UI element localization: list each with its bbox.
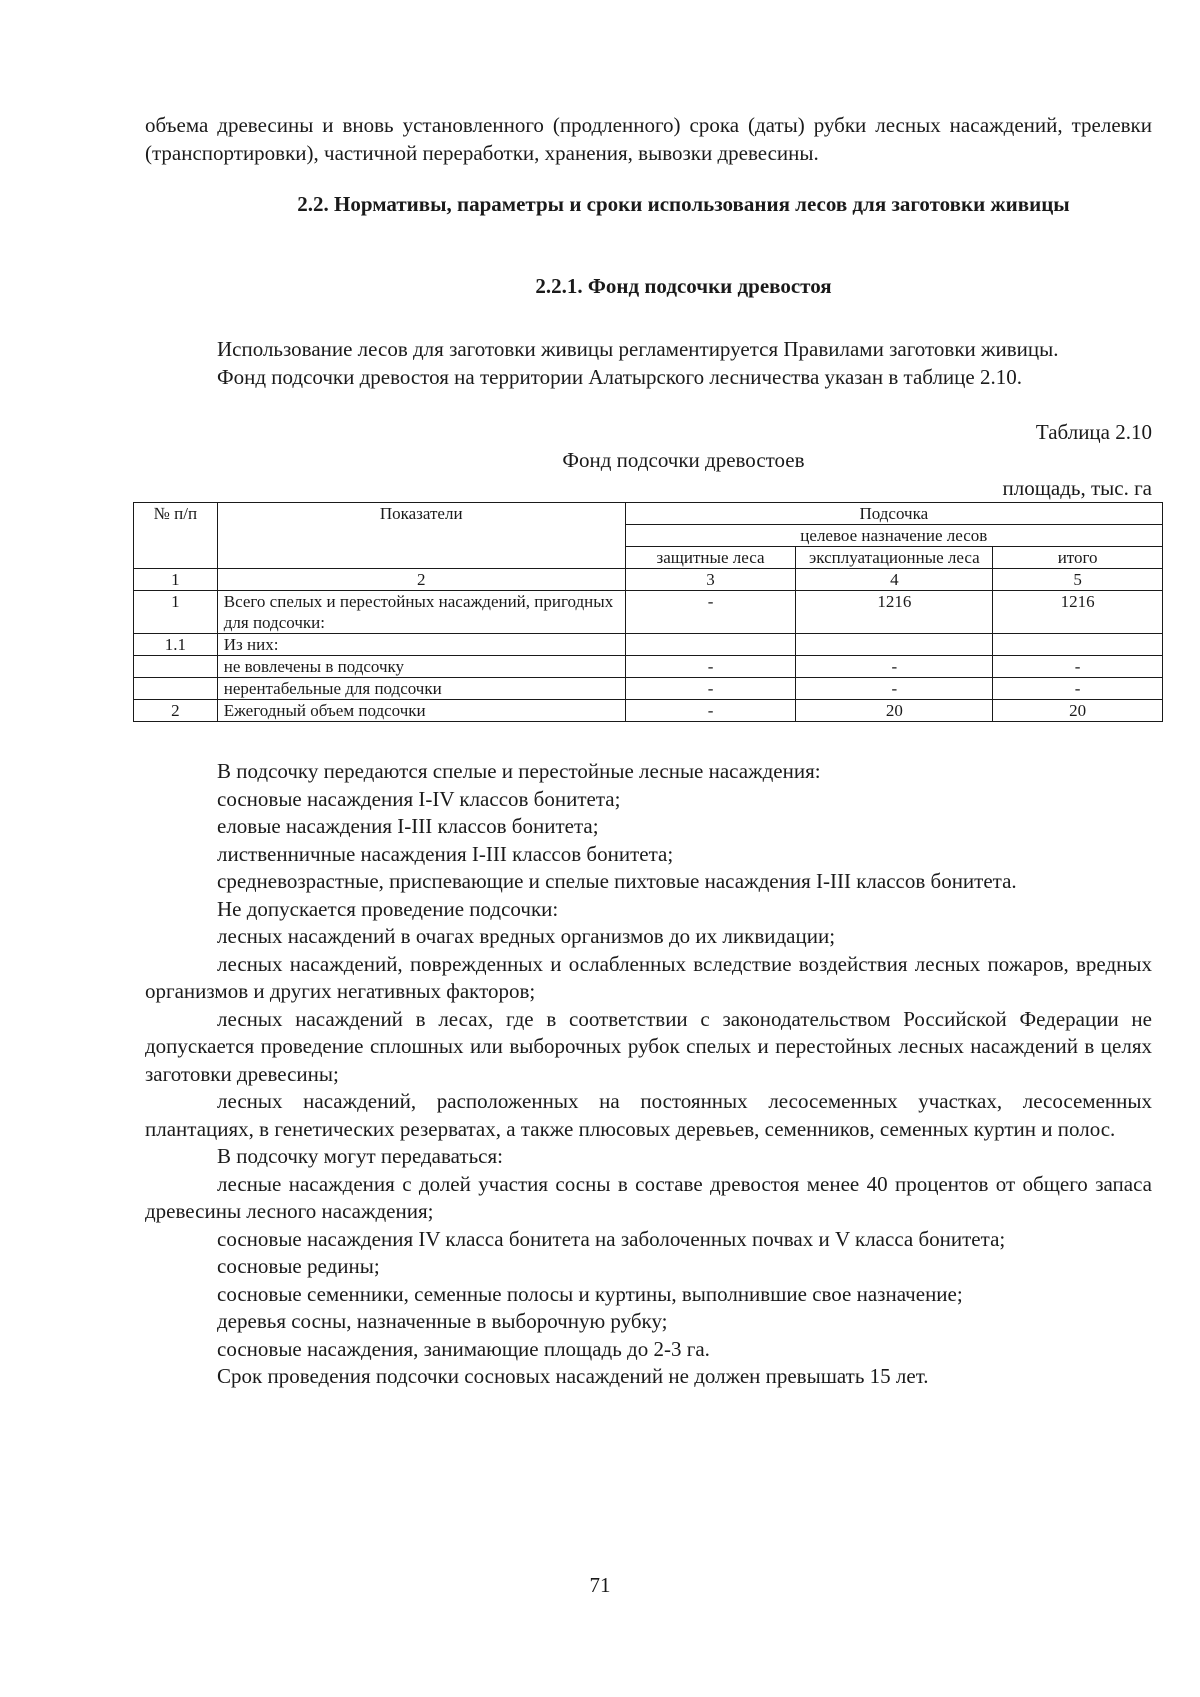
row-value-total: - xyxy=(993,678,1163,700)
header-cell-number: № п/п xyxy=(134,503,218,569)
row-label: нерентабельные для подсочки xyxy=(217,678,625,700)
table-row xyxy=(134,678,1163,700)
table-number-row xyxy=(134,569,1163,591)
row-value-protective: - xyxy=(625,678,796,700)
table-title: Фонд подсочки древостоев xyxy=(562,448,805,472)
paragraph-fund: Фонд подсочки древостоя на территории Алатырского лесничества указан в таблице 2.10. xyxy=(217,364,1022,389)
row-label: Всего спелых и перестойных насаждений, пригодных для подсочки: xyxy=(217,591,625,634)
column-number: 3 xyxy=(625,569,796,591)
row-label: не вовлечены в подсочку xyxy=(217,656,625,678)
intro-paragraph: объема древесины и вновь установленного (продленного) срока (даты) рубки лесных насаждений, трелевки (транспортировки), частичной переработки, хранения, вывозки древесины. xyxy=(145,113,1152,165)
row-number xyxy=(134,678,218,700)
header-cell-total: итого xyxy=(993,547,1163,569)
row-value-total xyxy=(993,634,1163,656)
row-value-exploitation xyxy=(796,634,993,656)
body-paragraph: сосновые редины; xyxy=(217,1254,380,1278)
body-paragraph: сосновые семенники, семенные полосы и куртины, выполнившие свое назначение; xyxy=(217,1281,963,1306)
body-paragraph: лесные насаждения с долей участия сосны в составе древостоя менее 40 процентов от общего запаса древесины лесного насаждения; xyxy=(145,1171,1152,1223)
column-number: 5 xyxy=(993,569,1163,591)
body-paragraph: сосновые насаждения, занимающие площадь до 2-3 га. xyxy=(217,1336,710,1361)
header-cell-indicators: Показатели xyxy=(217,503,625,569)
page-number: 71 xyxy=(589,1573,611,1597)
row-number: 2 xyxy=(134,700,218,722)
body-paragraph: Не допускается проведение подсочки: xyxy=(217,896,559,921)
tapping-fund-table xyxy=(133,502,1163,722)
row-number: 1.1 xyxy=(134,634,218,656)
row-label: Из них: xyxy=(217,634,625,656)
body-paragraph: лесных насаждений в лесах, где в соответствии с законодательством Российской Федерации не допускается проведение сплошных или выборочных рубок спелых и перестойных лесных насаждений в целях заготовки древесины; xyxy=(145,1006,1152,1086)
body-paragraph: В подсочку передаются спелые и перестойные лесные насаждения: xyxy=(217,759,821,783)
row-value-total: 1216 xyxy=(993,591,1163,634)
header-cell-tapping: Подсочка xyxy=(625,503,1162,525)
table-row xyxy=(134,656,1163,678)
table-number: Таблица 2.10 xyxy=(1035,420,1152,444)
row-value-protective: - xyxy=(625,700,796,722)
body-paragraph: средневозрастные, приспевающие и спелые пихтовые насаждения I-III классов бонитета. xyxy=(217,869,1017,893)
header-cell-purpose: целевое назначение лесов xyxy=(625,525,1162,547)
section-heading: 2.2. Нормативы, параметры и сроки использования лесов для заготовки живицы xyxy=(297,192,1070,216)
column-number: 1 xyxy=(134,569,218,591)
table-header-row xyxy=(134,503,1163,525)
subsection-heading: 2.2.1. Фонд подсочки древостоя xyxy=(535,274,832,298)
table-row xyxy=(134,700,1163,722)
paragraph-usage: Использование лесов для заготовки живицы регламентируется Правилами заготовки живицы. xyxy=(217,337,1059,361)
body-paragraph: лесных насаждений в очагах вредных организмов до их ликвидации; xyxy=(217,924,836,948)
row-value-protective xyxy=(625,634,796,656)
table-row xyxy=(134,591,1163,634)
row-value-protective: - xyxy=(625,656,796,678)
body-paragraph: деревья сосны, назначенные в выборочную рубку; xyxy=(217,1309,668,1333)
row-label: Ежегодный объем подсочки xyxy=(217,700,625,722)
column-number: 4 xyxy=(796,569,993,591)
row-number: 1 xyxy=(134,591,218,634)
row-number xyxy=(134,656,218,678)
table-row xyxy=(134,634,1163,656)
page-content xyxy=(145,112,1152,1391)
column-number: 2 xyxy=(217,569,625,591)
row-value-exploitation: 1216 xyxy=(796,591,993,634)
body-paragraph: лесных насаждений, расположенных на постоянных лесосеменных участках, лесосеменных плантациях, в генетических резерватах, а также плюсовых деревьев, семенников, семенных куртин и полос. xyxy=(145,1089,1152,1141)
row-value-protective: - xyxy=(625,591,796,634)
row-value-total: - xyxy=(993,656,1163,678)
body-paragraph: еловые насаждения I-III классов бонитета; xyxy=(217,814,599,838)
body-paragraph: В подсочку могут передаваться: xyxy=(217,1144,503,1168)
body-paragraph: сосновые насаждения IV класса бонитета на заболоченных почвах и V класса бонитета; xyxy=(217,1226,1006,1251)
row-value-exploitation: - xyxy=(796,678,993,700)
header-cell-exploitation: эксплуатационные леса xyxy=(796,547,993,569)
body-paragraph: лесных насаждений, поврежденных и ослабленных вследствие воздействия лесных пожаров, вредных организмов и других негативных факторов; xyxy=(145,951,1152,1003)
table-unit: площадь, тыс. га xyxy=(1002,476,1152,500)
row-value-total: 20 xyxy=(993,700,1163,722)
body-paragraph: Срок проведения подсочки сосновых насаждений не должен превышать 15 лет. xyxy=(217,1364,929,1388)
body-text xyxy=(145,758,1152,1391)
body-paragraph: сосновые насаждения I-IV классов бонитета; xyxy=(217,786,621,811)
row-value-exploitation: 20 xyxy=(796,700,993,722)
body-paragraph: лиственничные насаждения I-III классов бонитета; xyxy=(217,841,674,866)
header-cell-protective: защитные леса xyxy=(625,547,796,569)
row-value-exploitation: - xyxy=(796,656,993,678)
